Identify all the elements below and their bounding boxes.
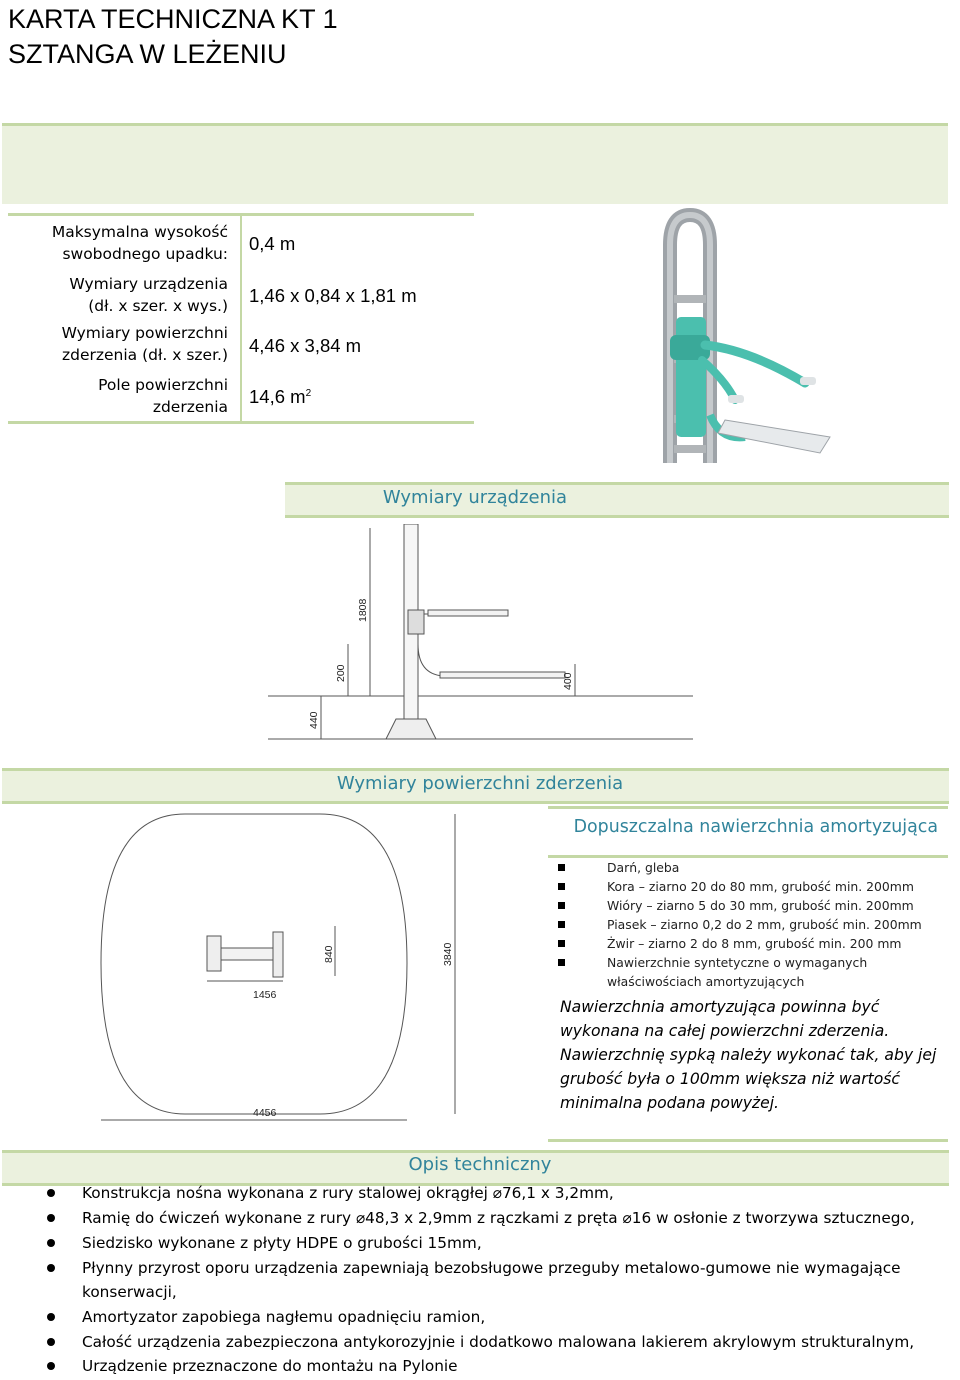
surface-title: Dopuszczalna nawierzchnia amortyzująca bbox=[573, 817, 938, 837]
description-item-continued: konserwacji, bbox=[82, 1283, 177, 1301]
dim-device-length-label: 1456 bbox=[253, 989, 277, 1001]
dim-handle-label: 400 bbox=[562, 672, 574, 690]
surface-item: Żwir – ziarno 2 do 8 mm, grubość min. 200 mm bbox=[580, 934, 902, 953]
spec-value-area-dims: 4,46 x 3,84 m bbox=[249, 335, 362, 356]
surface-note: Nawierzchnia amortyzująca powinna być wykonana na całej powierzchni zderzenia. Nawierzchnię sypką należy wykonać tak, aby jej grubość była o 100mm większa niż wartość minimalna podana powyżej. bbox=[560, 998, 937, 1112]
section-title-impact-area: Wymiary powierzchni zderzenia bbox=[336, 773, 624, 794]
description-item: Urządzenie przeznaczone do montażu na Pylonie bbox=[82, 1354, 458, 1378]
dim-area-width-label: 3840 bbox=[442, 942, 454, 966]
spec-label-device-dims: Wymiary urządzenia (dł. x szer. x wys.) bbox=[69, 275, 228, 315]
spec-value-fall-height: 0,4 m bbox=[249, 233, 296, 254]
surface-item-continued: właściwościach amortyzujących bbox=[607, 974, 805, 989]
dim-device-width-label: 840 bbox=[323, 945, 335, 963]
title-line-2: SZTANGA W LEŻENIU bbox=[8, 39, 287, 69]
description-item: Całość urządzenia zabezpieczona antykorozyjnie i dodatkowo malowana lakierem akrylowym strukturalnym, bbox=[82, 1330, 914, 1354]
device-arm bbox=[670, 317, 816, 437]
dim-foundation-label: 440 bbox=[308, 711, 320, 729]
spec-label-fall-height: Maksymalna wysokość swobodnego upadku: bbox=[51, 223, 228, 263]
surface-item: Darń, gleba bbox=[580, 858, 679, 877]
description-item: Amortyzator zapobiega nagłemu opadnięciu ramion, bbox=[82, 1305, 485, 1329]
page-title bbox=[8, 2, 338, 72]
impact-area-drawing bbox=[95, 808, 465, 1128]
dim-seat-label: 200 bbox=[335, 664, 347, 682]
surface-item: Nawierzchnie syntetyczne o wymaganych bbox=[580, 953, 867, 972]
section-title-description: Opis techniczny bbox=[408, 1154, 552, 1175]
header-band bbox=[2, 123, 948, 204]
dim-area-length-label: 4456 bbox=[253, 1107, 277, 1119]
spec-label-area-dims: Wymiary powierzchni zderzenia (dł. x szer.) bbox=[61, 324, 228, 364]
surface-item: Piasek – ziarno 0,2 do 2 mm, grubość min. 200mm bbox=[580, 915, 922, 934]
description-item: Konstrukcja nośna wykonana z rury stalowej okrągłej ⌀76,1 x 3,2mm, bbox=[82, 1181, 614, 1205]
device-illustration bbox=[630, 205, 850, 470]
section-title-device-dims: Wymiary urządzenia bbox=[382, 487, 568, 508]
description-item: Płynny przyrost oporu urządzenia zapewniają bezobsługowe przeguby metalowo-gumowe nie wymagające bbox=[82, 1256, 901, 1280]
surface-item: Kora – ziarno 20 do 80 mm, grubość min. 200mm bbox=[580, 877, 914, 896]
spec-value-area-size: 14,6 $m^2$ bbox=[249, 386, 312, 407]
spec-label-area-size: Pole powierzchni zderzenia bbox=[98, 376, 228, 416]
spec-table-divider bbox=[240, 216, 242, 421]
spec-table-bottom-border bbox=[8, 421, 474, 424]
device-seat bbox=[710, 415, 830, 453]
description-item: Siedzisko wykonane z płyty HDPE o grubości 15mm, bbox=[82, 1231, 482, 1255]
dim-height-label: 1808 bbox=[357, 598, 369, 622]
description-item: Ramię do ćwiczeń wykonane z rury ⌀48,3 x 2,9mm z rączkami z pręta ⌀16 w osłonie z tworzywa sztucznego, bbox=[82, 1206, 915, 1230]
spec-value-device-dims: 1,46 x 0,84 x 1,81 m bbox=[249, 285, 417, 306]
title-line-1: KARTA TECHNICZNA KT 1 bbox=[8, 4, 338, 34]
surface-item: Wióry – ziarno 5 do 30 mm, grubość min. 200mm bbox=[580, 896, 914, 915]
device-dims-drawing bbox=[268, 524, 693, 744]
